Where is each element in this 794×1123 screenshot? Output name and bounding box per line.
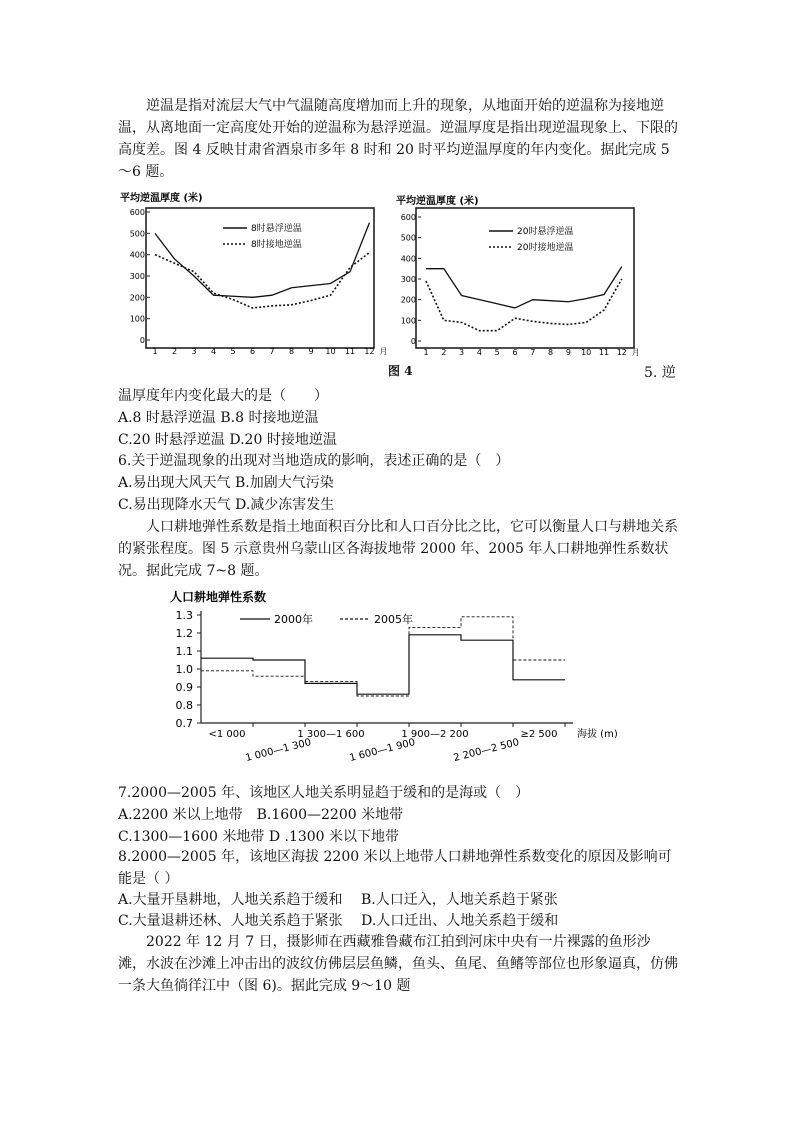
y-tick-label: 0	[139, 336, 145, 345]
x-tick-label: 10	[581, 348, 592, 357]
x-tick-label: 1 000—1 300	[244, 737, 313, 765]
question-7-options-ab: A.2200 米以上地带 B.1600—2200 米地带	[118, 807, 404, 823]
x-tick-label: 6	[512, 348, 518, 357]
legend-label-2: 2005年	[374, 613, 413, 626]
x-tick-label: 8	[548, 348, 554, 357]
question-6-text: 6.关于逆温现象的出现对当地造成的影响，表述正确的是（ ）	[118, 453, 510, 469]
question-6-options-ab: A.易出现大风天气 B.加剧大气污染	[118, 475, 334, 491]
legend-label-1: 8时悬浮逆温	[251, 224, 302, 234]
y-tick-label: 1.1	[175, 645, 193, 658]
y-tick-label: 500	[400, 233, 416, 243]
chart-elasticity	[160, 585, 640, 775]
y-axis-title: 人口耕地弹性系数	[170, 590, 267, 604]
y-tick-label: 1.3	[175, 609, 193, 622]
x-tick-label: 9	[308, 347, 314, 356]
y-tick-label: 1.0	[175, 663, 193, 676]
y-tick-label: 100	[129, 314, 145, 324]
x-tick-label: 10	[325, 347, 336, 356]
question-6-options-cd: C.易出现降水天气 D.减少冻害发生	[118, 497, 335, 513]
y-tick-label: 100	[400, 316, 416, 326]
intro-paragraph-fish-beach: 2022 年 12 月 7 日，摄影师在西藏雅鲁藏布江拍到河床中央有一片裸露的鱼形沙滩，水波在沙滩上冲击出的波纹仿佛层层鱼鳞，鱼头、鱼尾、鱼鳍等部位也形象逼真，仿佛一条大鱼徜徉江中（图 6)。据此完成 9～10 题	[118, 934, 678, 994]
x-tick-label: 2 200—2 500	[452, 737, 521, 765]
x-tick-label: ≥2 500	[520, 729, 558, 740]
x-tick-label: 2	[171, 347, 178, 356]
chart-8am-inversion	[118, 190, 388, 365]
x-tick-label: 1	[152, 347, 158, 356]
legend-label-2: 20时接地逆温	[517, 243, 574, 253]
x-tick-label: 11	[344, 347, 356, 356]
question-5-options-cd: C.20 时悬浮逆温 D.20 时接地逆温	[118, 432, 337, 448]
x-tick-label: 4	[476, 348, 482, 357]
y-tick-label: 400	[129, 250, 145, 260]
intro-paragraph-elasticity: 人口耕地弹性系数是指土地面积百分比和人口百分比之比，它可以衡量人口与耕地关系的紧张程度。图 5 示意贵州乌蒙山区各海拔地带 2000 年、2005 年人口耕地弹性系数状况。据此完成 7~8 题。	[118, 519, 678, 579]
x-tick-label: 7	[269, 347, 275, 356]
x-tick-label: 5	[494, 348, 500, 357]
series-line-1	[426, 267, 622, 308]
question-5-text: 温厚度年内变化最大的是（ ）	[118, 388, 328, 404]
intro-paragraph-inversion: 逆温是指对流层大气中气温随高度增加而上升的现象，从地面开始的逆温称为接地逆温，从离地面一定高度处开始的逆温称为悬浮逆温。逆温厚度是指出现逆温现象上、下限的高度差。图 4 反映甘肃省酒泉市多年 8 时和 20 时平均逆温厚度的年内变化。据此完成 5～6 题。	[118, 98, 678, 180]
x-tick-label: 5	[230, 347, 236, 356]
question-7-text: 7.2000—2005 年、该地区人地关系明显趋于缓和的是海或（ ）	[118, 785, 530, 801]
x-axis-unit: 月	[631, 348, 640, 357]
x-tick-label: 1	[423, 348, 429, 357]
x-tick-label: 1 600—1 900	[348, 737, 417, 765]
question-7-options-cd: C.1300—1600 米地带 D .1300 米以下地带	[118, 829, 400, 845]
y-tick-label: 300	[400, 275, 416, 284]
x-tick-label: 8	[288, 347, 295, 356]
x-tick-label: 7	[530, 348, 536, 357]
x-tick-label: 1 900—2 200	[401, 729, 469, 740]
x-axis-title: 海拔 (m)	[577, 729, 618, 740]
x-tick-label: 12	[364, 347, 375, 356]
y-tick-label: 600	[129, 208, 145, 217]
y-tick-label: 400	[400, 254, 416, 264]
question-5-options-ab: A.8 时悬浮逆温 B.8 时接地逆温	[118, 410, 319, 426]
series-line-2	[155, 253, 370, 308]
y-tick-label: 200	[400, 295, 416, 305]
question-8-options-cd: C.大量退耕还林、人地关系趋于紧张 D.人口迁出、人地关系趋于缓和	[118, 913, 559, 929]
x-tick-label: 1 300—1 600	[297, 729, 365, 740]
x-tick-label: 9	[565, 348, 571, 357]
y-tick-label: 500	[129, 229, 145, 239]
x-tick-label: 6	[249, 347, 256, 356]
y-axis-title: 平均逆温厚度 (米)	[396, 196, 479, 207]
y-tick-label: 0.7	[175, 717, 193, 730]
series-step-1	[201, 635, 565, 694]
y-tick-label: 0.8	[175, 699, 193, 712]
question-8-options-ab: A.大量开垦耕地，人地关系趋于缓和 B.人口迁入，人地关系趋于紧张	[118, 892, 558, 908]
x-tick-label: 3	[191, 347, 197, 356]
y-axis-title: 平均逆温厚度 (米)	[120, 193, 203, 204]
x-tick-label: 11	[598, 348, 610, 357]
x-axis-unit: 月	[379, 347, 388, 356]
x-tick-label: <1 000	[208, 729, 246, 740]
y-tick-label: 0	[410, 337, 416, 346]
legend-label-1: 2000年	[274, 613, 313, 626]
x-tick-label: 4	[210, 347, 217, 356]
y-tick-label: 0.9	[175, 681, 193, 694]
legend-label-1: 20时悬浮逆温	[517, 227, 574, 237]
chart-8pm-inversion	[394, 193, 644, 365]
y-tick-label: 300	[129, 272, 145, 281]
legend-label-2: 8时接地逆温	[251, 240, 302, 250]
series-step-2	[201, 617, 565, 696]
x-tick-label: 3	[459, 348, 465, 357]
y-tick-label: 1.2	[175, 627, 193, 640]
y-tick-label: 600	[400, 213, 416, 222]
x-tick-label: 2	[441, 348, 447, 357]
y-tick-label: 200	[129, 293, 145, 303]
question-8-text: 8.2000—2005 年，该地区海拔 2200 米以上地带人口耕地弹性系数变化的原因及影响可能是（ ）	[118, 849, 672, 887]
x-tick-label: 12	[616, 348, 627, 357]
question-5-start: 5. 逆	[644, 365, 676, 381]
figure-4-label: 图 4	[388, 364, 413, 378]
